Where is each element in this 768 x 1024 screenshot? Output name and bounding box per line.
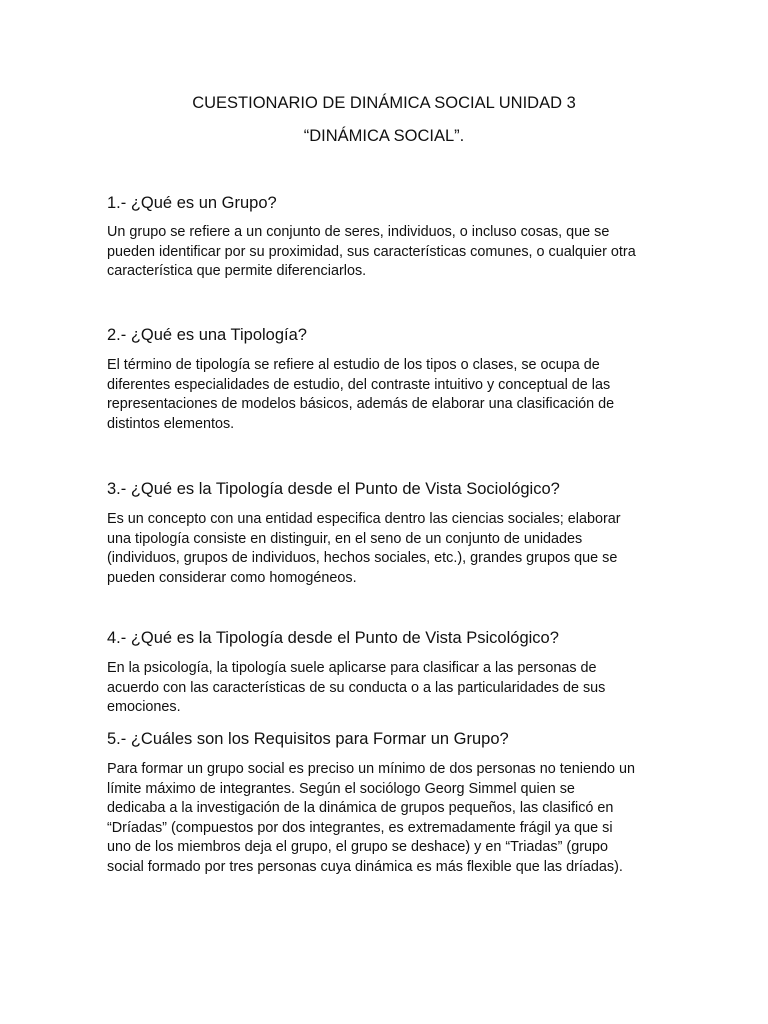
answer-paragraph (107, 760, 667, 878)
answer-line: “Dríadas” (compuestos por dos integrantes, es extremadamente frágil ya que si (107, 819, 613, 836)
answer-line: El término de tipología se refiere al estudio de los tipos o clases, se ocupa de (107, 357, 600, 373)
answer-line: (individuos, grupos de individuos, hechos sociales, etc.), grandes grupos que se (107, 550, 618, 567)
answer-paragraph (107, 659, 667, 718)
answer-line: representaciones de modelos básicos, además de elaborar una clasificación de (107, 396, 615, 413)
answer-line: pueden considerar como homogéneos. (107, 569, 357, 586)
answer-paragraph (107, 223, 667, 282)
answer-line: una tipología consiste en distinguir, en el seno de un conjunto de unidades (107, 530, 583, 547)
question-heading: 2.- ¿Qué es una Tipología? (107, 326, 307, 344)
answer-line: emociones. (107, 699, 181, 716)
answer-line: límite máximo de integrantes. Según el sociólogo Georg Simmel quien se (107, 780, 575, 797)
answer-line: dedicaba a la investigación de la dinámica de grupos pequeños, las clasificó en (107, 800, 614, 817)
question-heading: 1.- ¿Qué es un Grupo? (107, 194, 277, 212)
answer-line: distintos elementos. (107, 415, 235, 432)
answer-line: Para formar un grupo social es preciso un mínimo de dos personas no teniendo un (107, 761, 635, 777)
answer-line: acuerdo con las características de su conducta o a las particularidades de sus (107, 679, 606, 696)
answer-line: diferentes especialidades de estudio, del contraste intuitivo y conceptual de las (107, 376, 611, 393)
question-heading: 4.- ¿Qué es la Tipología desde el Punto de Vista Psicológico? (107, 629, 559, 647)
document-title: CUESTIONARIO DE DINÁMICA SOCIAL UNIDAD 3 (192, 94, 576, 112)
answer-line: Es un concepto con una entidad especifica dentro las ciencias sociales; elaborar (107, 511, 621, 527)
answer-paragraph (107, 356, 667, 434)
answer-line: pueden identificar por su proximidad, sus características comunes, o cualquier otra (107, 243, 636, 260)
answer-line: característica que permite diferenciarlos. (107, 263, 367, 280)
question-heading: 3.- ¿Qué es la Tipología desde el Punto de Vista Sociológico? (107, 480, 560, 498)
answer-line: Un grupo se refiere a un conjunto de seres, individuos, o incluso cosas, que se (107, 224, 610, 240)
answer-line: social formado por tres personas cuya dinámica es más flexible que las dríadas). (107, 858, 623, 875)
question-heading: 5.- ¿Cuáles son los Requisitos para Formar un Grupo? (107, 730, 509, 748)
answer-paragraph (107, 510, 667, 588)
answer-line: uno de los miembros deja el grupo, el grupo se deshace) y en “Triadas” (grupo (107, 839, 609, 856)
document-subtitle: “DINÁMICA SOCIAL”. (303, 127, 465, 145)
answer-line: En la psicología, la tipología suele aplicarse para clasificar a las personas de (107, 660, 597, 676)
